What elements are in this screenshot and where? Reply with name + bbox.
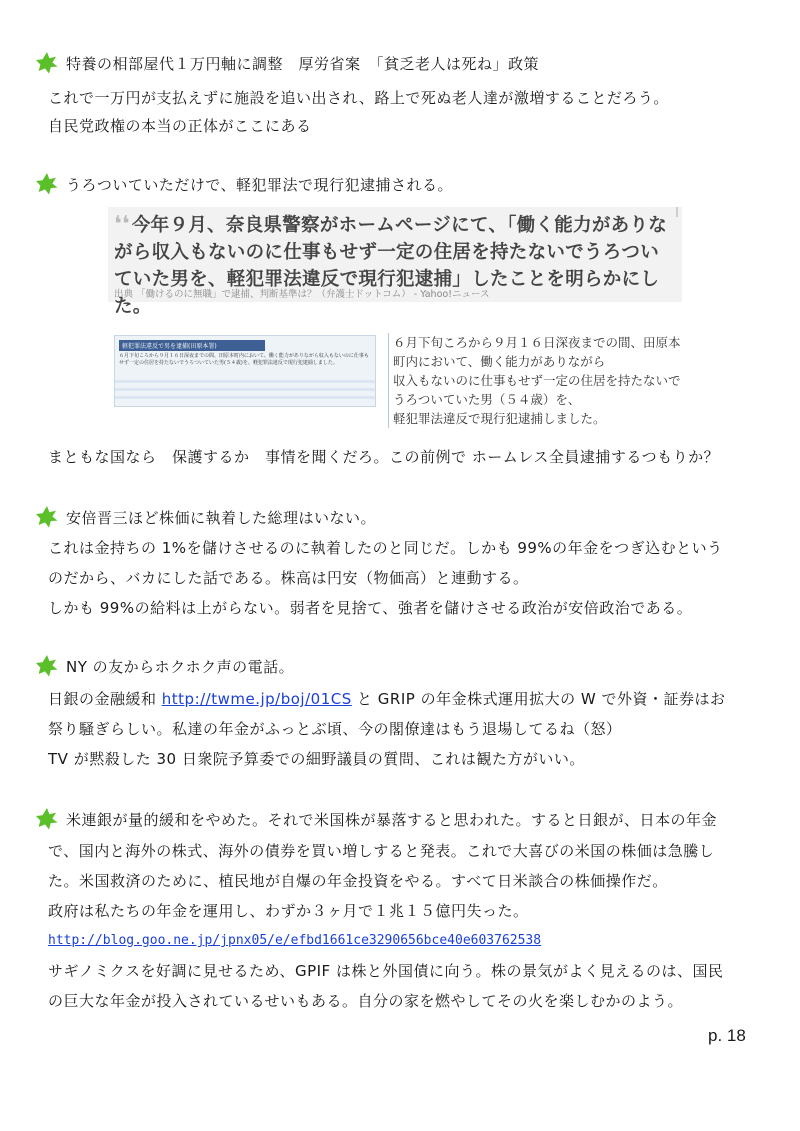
section-4-line-1-prefix: 日銀の金融緩和: [48, 690, 162, 708]
divider: [115, 388, 375, 391]
thumbnail-title: 軽犯罪法違反で男を逮捕(田原本署): [119, 340, 265, 351]
section-3-line-3: しかも 99%の給料は上がらない。弱者を見捨て、強者を儲けさせる政治が安倍政治である。: [48, 599, 693, 617]
quote-mark-icon: ❛❛: [114, 212, 130, 237]
section-2-line-1: まともな国なら 保護するか 事情を聞くだろ。この前例で ホームレス全員逮捕するつもりか？: [48, 448, 720, 466]
section-3-heading: [36, 506, 376, 530]
side-note-line: ６月下旬ころから９月１６日深夜までの間、田原本: [393, 335, 681, 350]
section-2-heading-text: うろついていただけで、軽犯罪法で現行犯逮捕される。: [66, 176, 454, 194]
star-bullet-icon: [36, 52, 58, 74]
page-number: p. 18: [708, 1026, 746, 1045]
news-quote-text: 今年９月、奈良県警察がホームページにて、「働く能力がありながら収入もないのに仕事もせず一定の住居を持たないでうろついていた男を、軽犯罪法違反で現行犯逮捕」したことを明らかにした。: [114, 215, 668, 317]
section-4-line-3: TV が黙殺した 30 日衆院予算委での細野議員の質問、これは観た方がいい。: [48, 750, 585, 768]
section-1-line-1: これで一万円が支払えずに施設を追い出され、路上で死ぬ老人達が激増することだろう。: [48, 89, 669, 107]
star-bullet-icon: [36, 655, 58, 677]
section-4-line-1: [48, 688, 725, 710]
section-5-line-5: の巨大な年金が投入されているせいもある。自分の家を燃やしてその火を楽しむかのよう。: [48, 992, 684, 1010]
side-note-line: 軽犯罪法違反で現行犯逮捕しました。: [393, 411, 606, 426]
side-note-line: うろついていた男（５４歳）を、: [393, 392, 581, 407]
star-bullet-icon: [36, 808, 58, 830]
section-1-line-2: 自民党政権の本当の正体がここにある: [48, 117, 312, 135]
section-5-line-2: た。米国救済のために、植民地が自爆の年金投資をやる。すべて日米談合の株価操作だ。: [48, 872, 668, 890]
section-4-heading-text: NY の友からホクホク声の電話。: [66, 658, 295, 676]
star-bullet-icon: [36, 506, 58, 528]
section-4-line-1-suffix: と GRIP の年金株式運用拡大の W で外資・証券はお: [351, 690, 726, 708]
section-1-heading: [36, 52, 539, 76]
news-quote-source[interactable]: 出典 「働けるのに無職」で逮捕、判断基準は？（弁護士ドットコム） - Yahoo!ニュース: [114, 289, 490, 300]
goo-blog-link[interactable]: http://blog.goo.ne.jp/jpnx05/e/efbd1661ce3290656bce40e603762538: [48, 933, 542, 948]
side-note-line: 町内において、働く能力がありながら: [393, 354, 606, 369]
police-notice-thumbnail: [114, 335, 376, 407]
section-5-line-3: 政府は私たちの年金を運用し、わずか３ヶ月で１兆１５億円失った。: [48, 902, 529, 920]
section-4-heading: [36, 655, 294, 679]
section-2-heading: [36, 173, 453, 197]
section-3-heading-text: 安倍晋三ほど株価に執着した総理はいない。: [66, 509, 377, 527]
divider: [676, 207, 678, 217]
thumbnail-body: ６月下旬ころから９月１６日深夜までの間、田原本町内において、働く能力がありながら収入もないのに仕事もせず一定の住居を持たないでうろついていた男(５４歳)を、軽犯罪法違反で現行犯逮捕しました。: [119, 353, 369, 366]
section-3-line-2: のだから、バカにした話である。株高は円安（物価高）と連動する。: [48, 569, 529, 587]
news-quote: [114, 211, 676, 320]
divider: [115, 396, 375, 399]
section-3-line-1: これは金持ちの 1%を儲けさせるのに執着したのと同じだ。しかも 99%の年金をつぎ込むという: [48, 539, 723, 557]
section-5-heading: [36, 808, 717, 832]
boj-link[interactable]: http://twme.jp/boj/01CS: [161, 690, 352, 708]
section-5-line-4: サギノミクスを好調に見せるため、GPIF は株と外国債に向う。株の景気がよく見えるのは、国民: [48, 962, 724, 980]
divider: [115, 380, 375, 383]
star-bullet-icon: [36, 173, 58, 195]
police-notice-text: [388, 333, 693, 428]
side-note-line: 収入もないのに仕事もせず一定の住居を持たないで: [393, 373, 681, 388]
section-5-heading-text: 米連銀が量的緩和をやめた。それで米国株が暴落すると思われた。すると日銀が、日本の年金: [66, 811, 718, 829]
section-5-line-1: で、国内と海外の株式、海外の債券を買い増しすると発表。これで大喜びの米国の株価は急騰し: [48, 842, 715, 860]
section-1-heading-text: 特養の相部屋代１万円軸に調整 厚労省案 「貧乏老人は死ね」政策: [66, 55, 540, 73]
section-4-line-2: 祭り騒ぎらしい。私達の年金がふっとぶ頃、今の閣僚達はもう退場してるね（怒）: [48, 720, 622, 738]
news-quote-box: [108, 207, 682, 317]
